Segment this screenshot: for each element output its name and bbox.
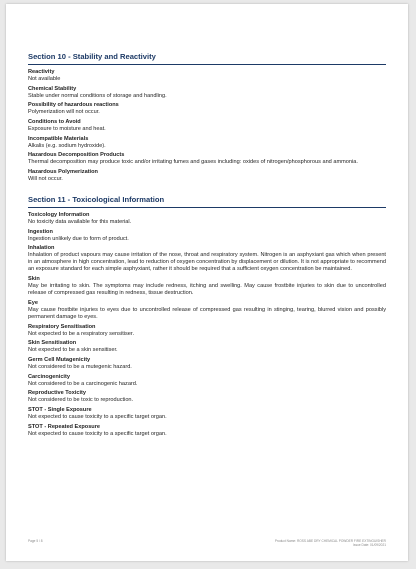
document-page [6,4,408,561]
sds-item [28,357,386,371]
item-text: Will not occur. [28,176,63,183]
item-title: Conditions to Avoid [28,119,81,126]
sds-item [28,86,386,100]
item-title: Inhalation [28,245,55,252]
section-11-title: Section 11 - Toxicological Information [28,195,386,208]
sds-item [28,374,386,388]
item-title: Ingestion [28,228,53,235]
sds-item [28,324,386,338]
page-number: Page 5 / 8 [28,539,43,543]
sds-item [28,212,386,226]
item-text: Alkalis (e.g. sodium hydroxide). [28,142,106,149]
item-text: Not expected to cause toxicity to a specific target organ. [28,430,167,437]
item-text: Not expected to be a respiratory sensitiser. [28,330,135,337]
sds-item [28,69,386,83]
footer-issue-date: Issue Date: 01/09/2021 [353,543,386,547]
item-title: Reproductive Toxicity [28,390,87,397]
item-text: Not available [28,76,61,82]
item-title: Skin [28,276,40,283]
footer-product-info [275,539,386,547]
item-title: Incompatible Materials [28,135,89,142]
item-text: Ingestion unlikely due to form of product. [28,235,129,242]
sds-item [28,424,386,438]
item-title: Carcinogenicity [28,373,70,380]
item-title: Chemical Stability [28,85,77,92]
item-title: Skin Sensitisation [28,340,77,347]
item-text: Inhalation of product vapours may cause irritation of the nose, throat and respiratory system. Nitrogen is an asphyxiant gas which when present in an atmosphere in high concentration, lead to reduction of oxygen concentration by displacement or dilution. It is not appropriate to recommend an exposure standard for each simple asphyxiant, rather it should be required that a sufficient oxygen concentration be maintained. [28,252,386,273]
sds-item [28,119,386,133]
sds-item [28,340,386,354]
sds-item [28,136,386,150]
item-text: Not expected to be a skin sensitiser. [28,347,118,354]
item-title: Possibility of hazardous reactions [28,102,119,109]
sds-item [28,229,386,243]
item-text: Not expected to cause toxicity to a specific target organ. [28,414,167,421]
footer-product-name: Product Name: ROSS ABE DRY CHEMICAL POWDER FIRE EXTINGUISHER [274,539,386,543]
item-text: No toxicity data available for this material. [28,218,132,225]
item-title: Germ Cell Mutagenicity [28,357,91,363]
sds-item [28,276,386,297]
section-11-body [28,212,386,438]
item-title: Hazardous Decomposition Products [28,152,125,159]
sds-item [28,407,386,421]
item-text: May be irritating to skin. The symptoms may include redness, itching and swelling. May cause frostbite injuries to skin due to uncontrolled release of compressed gas resulting in redness, tissue destruction. [28,283,386,297]
item-title: Respiratory Sensitisation [28,323,96,330]
item-title: Eye [28,299,38,306]
sds-item [28,390,386,404]
sds-item [28,152,386,166]
item-text: May cause frostbite injuries to eyes due to uncontrolled release of compressed gas resulting in stinging, tearing, blurred vision and possibly permanent damage to eyes. [28,306,386,320]
item-text: Exposure to moisture and heat. [28,126,106,133]
item-text: Stable under normal conditions of storage and handling. [28,92,167,99]
section-spacer [28,186,386,195]
sds-item [28,102,386,116]
item-title: Toxicology Information [28,211,90,218]
item-text: Not considered to be toxic to reproduction. [28,397,134,404]
item-title: STOT - Single Exposure [28,407,92,414]
item-text: Polymerization will not occur. [28,109,100,116]
item-title: Hazardous Polymerization [28,169,98,176]
sds-item [28,169,386,183]
section-10-body [28,69,386,183]
sds-item [28,245,386,273]
item-text: Not considered to be a mutegenic hazard. [28,364,132,370]
item-text: Not considered to be a carcinogenic hazard. [28,380,138,387]
item-title: STOT - Repeated Exposure [28,423,101,430]
sds-item [28,300,386,321]
page-content [28,52,386,440]
section-10-title: Section 10 - Stability and Reactivity [28,52,386,65]
item-title: Reactivity [28,69,55,75]
item-text: Thermal decomposition may produce toxic and/or irritating fumes and gases including: oxides of nitrogen/phosphorous and ammonia. [28,159,358,166]
